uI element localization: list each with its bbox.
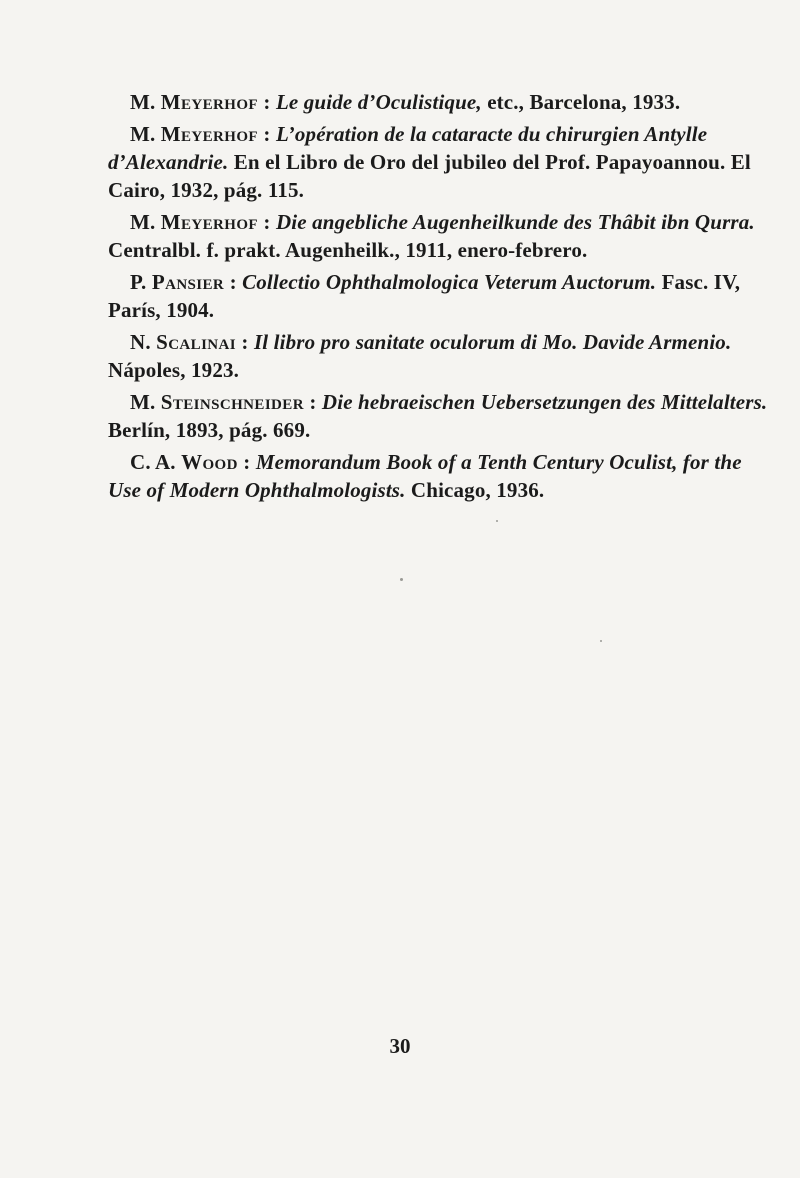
- author-name: Scalinai: [156, 330, 237, 354]
- page-number: 30: [389, 1034, 411, 1058]
- paper-speck: [400, 578, 403, 581]
- author-initial: M.: [130, 210, 156, 234]
- work-title: Le guide d’Oculistique,: [275, 90, 482, 114]
- bibliography-entry: [108, 88, 768, 116]
- publication-details: Centralbl. f. prakt. Augenheilk., 1911, enero-febrero.: [108, 238, 588, 262]
- separator: :: [257, 122, 276, 146]
- work-title: Collectio Ophthalmologica Veterum Auctorum.: [242, 270, 657, 294]
- publication-details: Berlín, 1893, pág. 669.: [108, 418, 311, 442]
- bibliography-entry: [108, 208, 768, 264]
- bibliography-list: [108, 88, 768, 508]
- bibliography-entry: [108, 328, 768, 384]
- author-name: Steinschneider: [160, 390, 304, 414]
- separator: :: [303, 390, 322, 414]
- bibliography-entry: [108, 448, 768, 504]
- author-name: Meyerhof: [160, 122, 258, 146]
- work-title: Die hebraeischen Uebersetzungen des Mittelalters.: [321, 390, 768, 414]
- publication-details: Nápoles, 1923.: [108, 358, 240, 382]
- separator: :: [236, 330, 254, 354]
- author-name: Pansier: [151, 270, 225, 294]
- author-name: Meyerhof: [160, 210, 258, 234]
- author-name: Wood: [181, 450, 238, 474]
- author-name: Meyerhof: [160, 90, 258, 114]
- paper-speck: [496, 520, 498, 522]
- bibliography-entry: [108, 268, 768, 324]
- separator: :: [257, 90, 276, 114]
- separator: :: [257, 210, 276, 234]
- author-initial: N.: [130, 330, 151, 354]
- publication-details: En el Libro de Oro del jubileo del Prof. Papayoannou. El Cairo, 1932, pág. 115.: [108, 150, 751, 202]
- paper-speck: [600, 640, 602, 642]
- work-title: Il libro pro sanitate oculorum di Mo. Davide Armenio.: [253, 330, 732, 354]
- separator: :: [224, 270, 243, 294]
- author-initial: P.: [130, 270, 147, 294]
- publication-details: Chicago, 1936.: [405, 478, 545, 502]
- author-initial: M.: [130, 122, 156, 146]
- work-title: L’opération de la cataracte du chirurgien Antylle d’Alexandrie.: [108, 122, 708, 174]
- work-title: Die angebliche Augenheilkunde des Thâbit ibn Qurra.: [275, 210, 755, 234]
- work-title: Memorandum Book of a Tenth Century Oculist, for the Use of Modern Ophthalmologists.: [108, 450, 742, 502]
- publication-details: etc., Barcelona, 1933.: [481, 90, 681, 114]
- publication-details: Fasc. IV, París, 1904.: [108, 270, 741, 322]
- author-initial: M.: [130, 390, 156, 414]
- bibliography-entry: [108, 120, 768, 204]
- bibliography-entry: [108, 388, 768, 444]
- author-initial: C. A.: [130, 450, 176, 474]
- separator: :: [237, 450, 256, 474]
- author-initial: M.: [130, 90, 156, 114]
